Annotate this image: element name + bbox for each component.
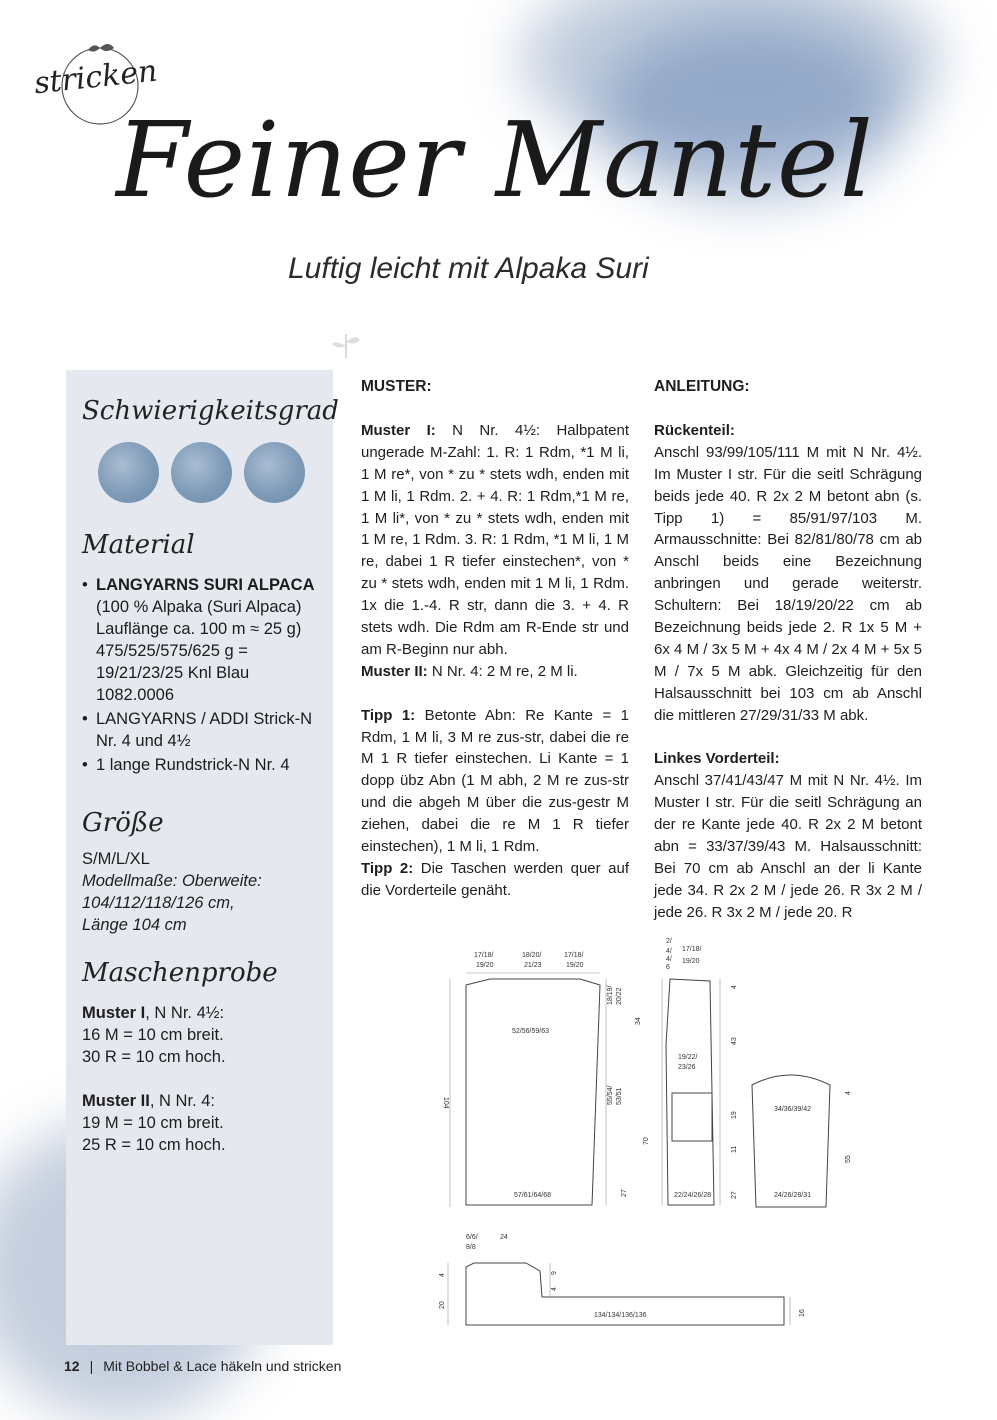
band-label: 134/134/136/136 (594, 1312, 647, 1319)
rueckenteil-text: Anschl 93/99/105/111 M mit N Nr. 4½. Im Muster I str. Für die seitl Schrägung beids jede 40. R 2x 2 M betont abn (s. Tipp 1) = 85/91/97/103 M. Armausschnitte: Bei 82/81/80/78 cm ab Anschl beids eine Bezeichnung anbringen und gerade weiterstr. Schultern: Bei 18/19/20/22 cm ab Bezeichnung beids jede 2. R 1x 5 M + 6x 4 M / 3x 5 M + 4x 4 M / 2x 4 M + 5x 5 M / 7x 5 M abk. Gleichzeitig für den Halsausschnitt bei 103 cm ab Anschl die mittleren 27/29/31/33 M abk. (654, 443, 922, 724)
back-label: 104 (442, 1097, 449, 1109)
back-label: 70 (643, 1137, 650, 1145)
muster-column (361, 376, 629, 902)
muster-2: Muster II: N Nr. 4: 2 M re, 2 M li. (361, 662, 578, 680)
back-label: 19/20 (476, 962, 494, 969)
section-label: stricken (32, 53, 159, 102)
sleeve-label: 4 (845, 1091, 852, 1095)
sleeve-outline (752, 1075, 830, 1207)
front-label: 19 (731, 1111, 738, 1119)
back-label: 53/51 (616, 1087, 623, 1105)
anleitung-heading: ANLEITUNG: (654, 378, 750, 395)
front-label: 27 (731, 1191, 738, 1199)
front-label: 43 (731, 1037, 738, 1045)
front-label: 6 (666, 964, 670, 971)
back-label: 19/20 (566, 962, 584, 969)
back-label: 57/61/64/68 (514, 1192, 551, 1199)
page-subtitle: Luftig leicht mit Alpaka Suri (288, 252, 649, 285)
page-footer: 12 | Mit Bobbel & Lace häkeln und stricken (64, 1358, 342, 1374)
band-label: 4 (551, 1287, 558, 1291)
list-item: • 1 lange Rundstrick-N Nr. 4 (82, 754, 327, 776)
model-measures: Länge 104 cm (82, 916, 187, 934)
band-label: 8/8 (466, 1244, 476, 1251)
material-heading: Material (82, 530, 195, 560)
sleeve-label: 55 (845, 1155, 852, 1163)
pattern-schematic (430, 935, 860, 1340)
back-label: 17/18/ (474, 952, 494, 959)
band-label: 24 (500, 1234, 508, 1241)
front-piece-outline (666, 979, 714, 1205)
back-label: 21/23 (524, 962, 542, 969)
front-label: 23/26 (678, 1064, 696, 1071)
model-measures: 104/112/118/126 cm, (82, 894, 235, 912)
sleeve-label: 34/36/39/42 (774, 1106, 811, 1113)
page-title: Feiner Mantel (116, 99, 874, 221)
back-piece-outline (466, 979, 600, 1205)
page-number: 12 (64, 1358, 80, 1374)
model-measures: Modellmaße: Oberweite: (82, 872, 262, 890)
band-label: 20 (439, 1301, 446, 1309)
back-label: 18/20/ (522, 952, 542, 959)
difficulty-heading: Schwierigkeitsgrad (82, 396, 339, 426)
front-label: 11 (731, 1145, 738, 1153)
front-label: 17/18/ (682, 946, 702, 953)
front-label: 2/ (666, 938, 672, 945)
difficulty-dot (244, 442, 305, 503)
back-label: 17/18/ (564, 952, 584, 959)
band-label: 16 (799, 1309, 806, 1317)
front-label: 4 (731, 985, 738, 989)
band-label: 6/6/ (466, 1234, 478, 1241)
difficulty-dot (171, 442, 232, 503)
size-block (82, 848, 322, 936)
anleitung-column (654, 376, 922, 924)
tipp-2: Tipp 2: Die Taschen werden quer auf die Vorderteile genäht. (361, 860, 630, 899)
size-heading: Größe (82, 808, 164, 838)
back-label: 20/22 (616, 987, 623, 1005)
sleeve-label: 24/26/28/31 (774, 1192, 811, 1199)
sizes: S/M/L/XL (82, 850, 150, 868)
linkes-vorderteil-text: Anschl 37/41/43/47 M mit N Nr. 4½. Im Muster I str. Für die seitl Schrägung an der re Kante jede 40. R 2x 2 M betont abn = 33/37/39/43 M. Halsausschnitt: Bei 70 cm ab Anschl an der li Kante jede 34. R 2x 2 M / jede 26. R 3x 2 M / jede 26. R 3x 2 M / jede 20. R (654, 772, 922, 921)
band-label: 4 (439, 1273, 446, 1277)
gauge-heading: Maschenprobe (82, 958, 278, 988)
back-label: 55/54/ (607, 1085, 614, 1105)
front-label: 19/20 (682, 958, 700, 965)
gauge-block: Muster I, N Nr. 4½: 16 M = 10 cm breit. 30 R = 10 cm hoch. Muster II, N Nr. 4: 19 M = 10 cm breit. 25 R = 10 cm hoch. (82, 1004, 226, 1154)
material-list (82, 574, 327, 778)
front-label: 19/22/ (678, 1054, 698, 1061)
back-label: 52/56/59/63 (512, 1028, 549, 1035)
difficulty-dot (98, 442, 159, 503)
front-label: 4/ (666, 948, 672, 955)
band-label: 9 (551, 1271, 558, 1275)
tipp-1: Tipp 1: Betonte Abn: Re Kante = 1 Rdm, 1 M li, 3 M re zus-str, dabei die re M 1 R tiefer einstechen. Li Kante = 1 dopp übz Abn (1 M abh, 2 M re zus-str und die abgeh M über die zus-gestr M ziehen, dabei die re M 1 R tiefer einstechen), 1 M li, 1 Rdm. (361, 706, 629, 856)
back-label: 34 (635, 1017, 642, 1025)
magazine-title: Mit Bobbel & Lace häkeln und stricken (103, 1358, 342, 1374)
sprig-ornament-icon (326, 328, 366, 362)
muster-1: Muster I: N Nr. 4½: Halbpatent ungerade M-Zahl: 1. R: 1 Rdm, *1 M li, 1 M re*, von * zu * stets wdh, enden mit 1 M li, 1 Rdm. 2. + 4. R: 1 Rdm,*1 M re, 1 M li*, von * zu * stets wdh, enden mit 1 M re, 1 Rdm. 3. R: 1 Rdm, *1 M li, 1 M re, dabei 1 R tiefer einstechen*, von * zu * stets wdh, enden mit 1 M li, 1 Rdm. 1x die 1.-4. R str, dann die 3. + 4. R stets wdh. Die Rdm am R-Ende str und am R-Beginn nur abh. (361, 421, 629, 658)
rueckenteil-heading: Rückenteil: (654, 421, 735, 439)
front-label: 22/24/26/28 (674, 1192, 711, 1199)
front-label: 4/ (666, 956, 672, 963)
difficulty-rating (98, 442, 305, 503)
linkes-vorderteil-heading: Linkes Vorderteil: (654, 750, 780, 768)
back-label: 27 (621, 1189, 628, 1197)
muster-heading: MUSTER: (361, 378, 432, 395)
back-label: 18/19/ (607, 985, 614, 1005)
list-item: • LANGYARNS / ADDI Strick-N Nr. 4 und 4½ (82, 708, 327, 752)
list-item: • LANGYARNS SURI ALPACA (100 % Alpaka (Suri Alpaca) Lauflänge ca. 100 m ≈ 25 g) 475/525/575/625 g = 19/21/23/25 Knl Blau 1082.0006 (82, 574, 327, 706)
pocket-outline (672, 1093, 712, 1141)
